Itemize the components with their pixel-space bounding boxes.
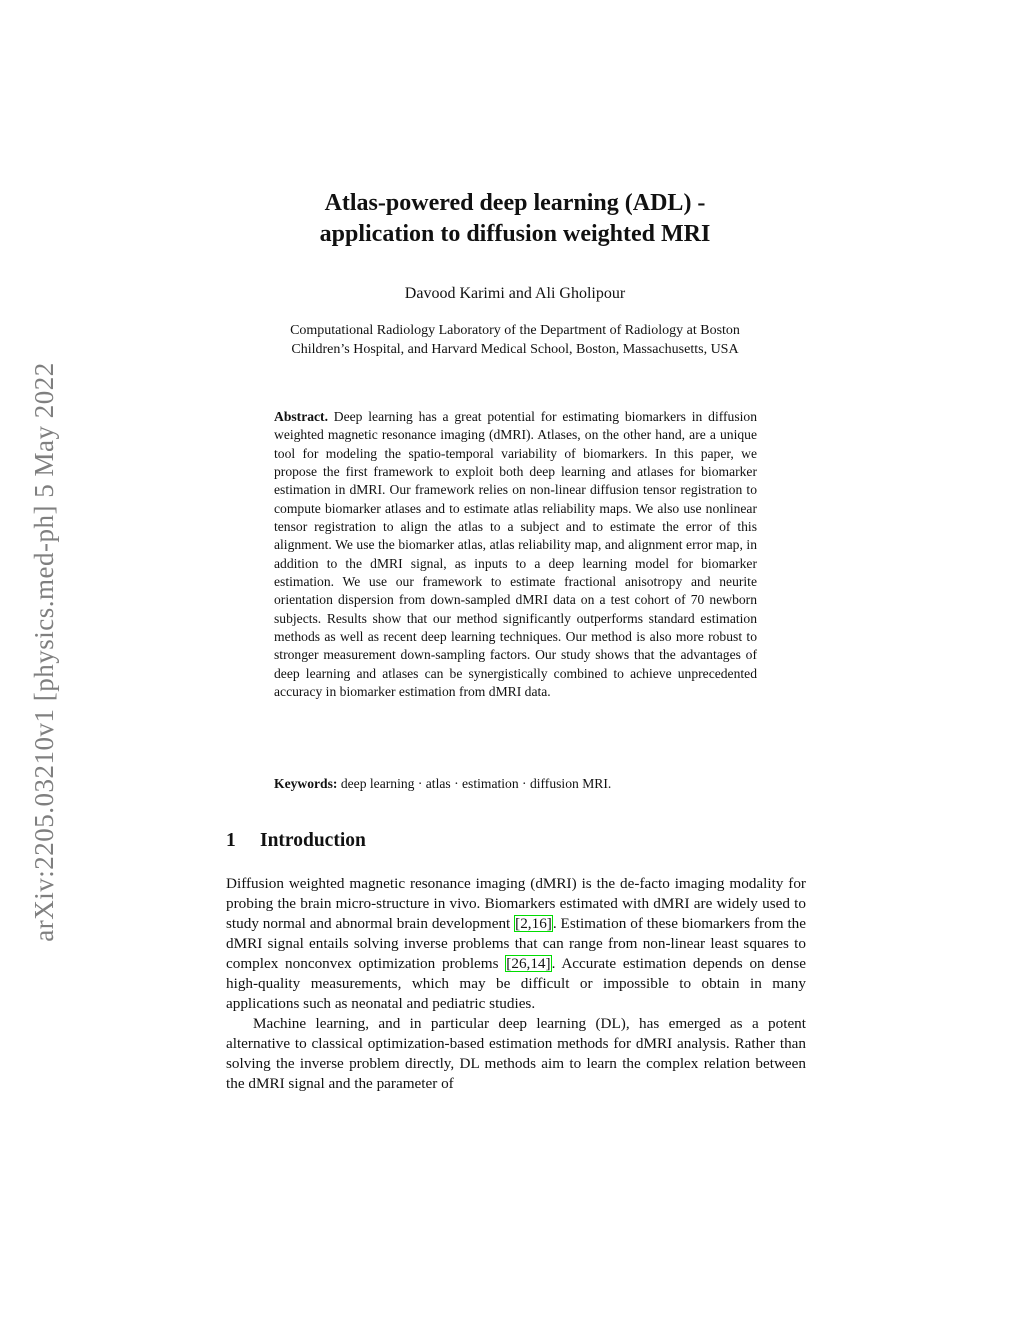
intro-p1-text-c: . Accurate estimation depends on dense high-quality measurements, which may be difficult or impossible to obtain in many applications such as neonatal and pediatric studies. xyxy=(226,955,806,1012)
abstract-text: Deep learning has a great potential for estimating biomarkers in diffusion weighted magnetic resonance imaging (dMRI). Atlases, on the other hand, are a unique tool for modeling the spatio-temporal variability of biomarkers. In this paper, we propose the first framework to exploit both deep learning and atlases for biomarker estimation in dMRI. Our framework relies on non-linear diffusion tensor registration to compute biomarker atlases and to estimate atlas reliability maps. We also use nonlinear tensor registration to align the atlas to a subject and to estimate the error of this alignment. We use the biomarker atlas, atlas reliability map, and alignment error map, in addition to the dMRI signal, as inputs to a deep learning model for biomarker estimation. We use our framework to estimate fractional anisotropy and neurite orientation dispersion from down-sampled dMRI data on a test cohort of 70 newborn subjects. Results show that our method significantly outperforms standard estimation methods as well as recent deep learning techniques. Our method is also more robust to stronger measurement down-sampling factors. Our study shows that the advantages of deep learning and atlases can be synergistically combined to achieve unprecedented accuracy in biomarker estimation from dMRI data. xyxy=(274,409,757,700)
abstract-block xyxy=(274,408,757,702)
citation-link[interactable]: [26,14] xyxy=(506,955,551,972)
paper-title xyxy=(200,188,830,250)
affiliation-line-1: Computational Radiology Laboratory of the Department of Radiology at Boston xyxy=(290,323,740,338)
intro-paragraph-1 xyxy=(226,874,806,1014)
paper-title-line-1: Atlas-powered deep learning (ADL) - xyxy=(324,190,706,216)
introduction-body xyxy=(226,874,806,1094)
affiliation-line-2: Children’s Hospital, and Harvard Medical School, Boston, Massachusetts, USA xyxy=(291,342,739,357)
section-number: 1 xyxy=(226,830,236,851)
keywords-label: Keywords: xyxy=(274,776,338,791)
author-affiliation xyxy=(200,321,830,359)
arxiv-identifier-stamp: arXiv:2205.03210v1 [physics.med-ph] 5 May 2022 xyxy=(29,362,59,942)
paper-authors: Davood Karimi and Ali Gholipour xyxy=(404,285,626,302)
section-title: Introduction xyxy=(260,830,366,851)
intro-p1-text-a: Diffusion weighted magnetic resonance imaging (dMRI) is the de-facto imaging modality for probing the brain micro-structure in vivo. Biomarkers estimated with dMRI are widely used to study normal and abnormal brain development xyxy=(226,875,806,932)
keywords-text: deep learning · atlas · estimation · diffusion MRI. xyxy=(340,776,612,791)
paper-title-line-2: application to diffusion weighted MRI xyxy=(319,221,711,247)
intro-paragraph-2: Machine learning, and in particular deep learning (DL), has emerged as a potent alternative to classical optimization-based estimation methods for dMRI analysis. Rather than solving the inverse problem directly, DL methods aim to learn the complex relation between the dMRI signal and the parameter of xyxy=(226,1015,806,1092)
section-heading-introduction xyxy=(226,828,366,854)
abstract-label: Abstract. xyxy=(274,409,328,424)
keywords-line xyxy=(274,775,757,793)
intro-p1-text-b: . Estimation of these biomarkers from the dMRI signal entails solving inverse problems that can range from non-linear least squares to complex nonconvex optimization problems xyxy=(226,915,806,972)
citation-link[interactable]: [2,16] xyxy=(515,915,552,932)
